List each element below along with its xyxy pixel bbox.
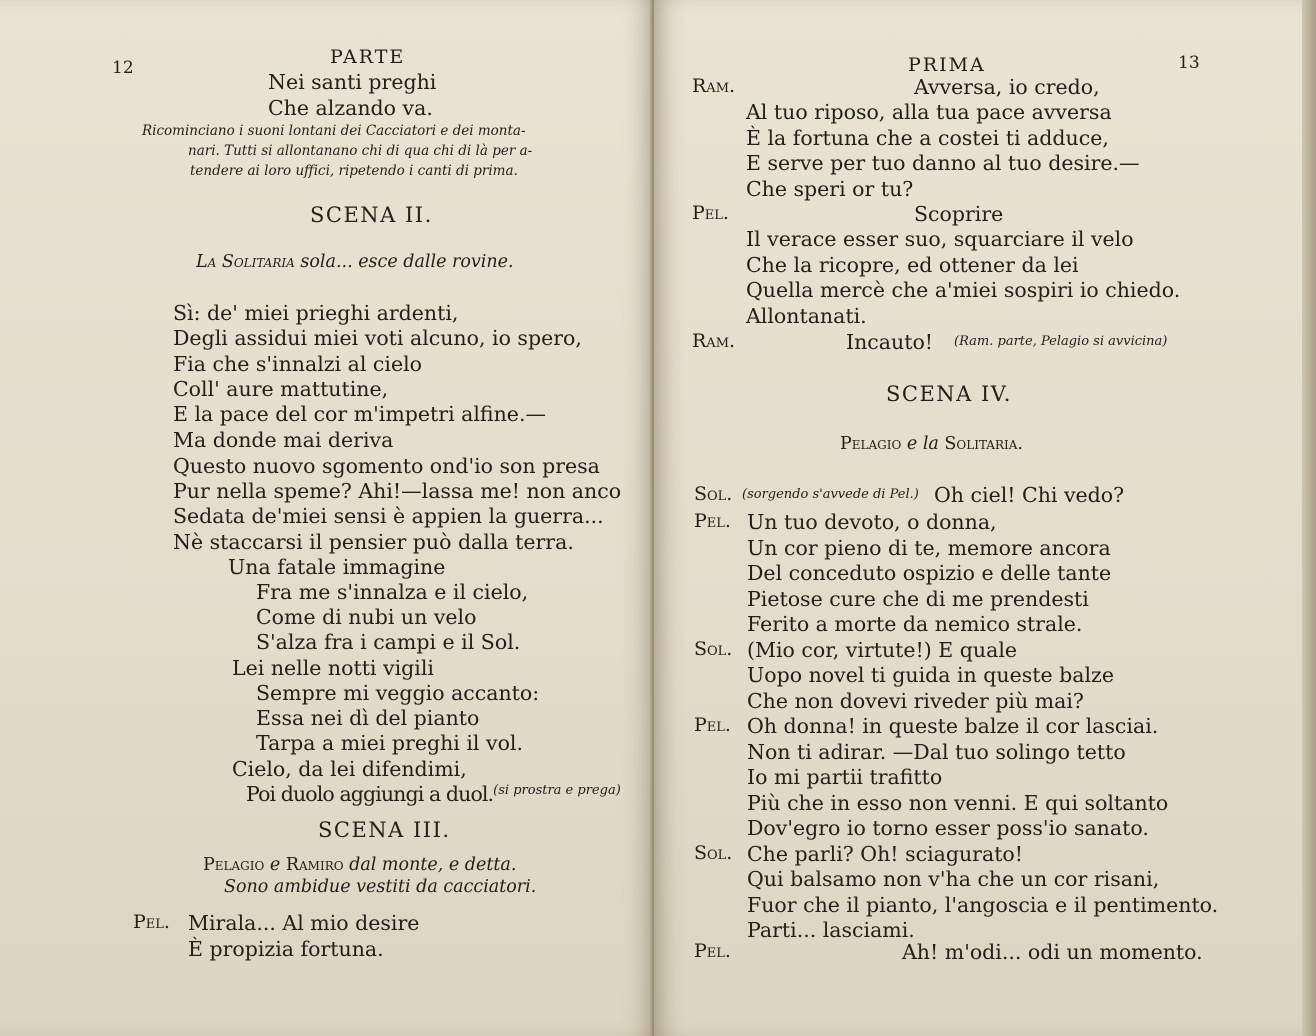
stage-direction: Ricominciano i suoni lontani dei Cacciatori e dei monta-	[142, 123, 526, 139]
verse-line: Avversa, io credo,	[914, 75, 1100, 99]
verse-line: Che non dovevi riveder più mai?	[747, 688, 1084, 713]
running-head: PARTE	[330, 46, 406, 68]
verse-line: Che speri or tu?	[746, 176, 914, 201]
verse-line: Degli assidui miei voti alcuno, io spero,	[173, 326, 582, 350]
verse-line: (Mio cor, virtute!) E quale	[747, 637, 1018, 662]
speaker-label: Pel.	[692, 202, 729, 224]
verse-line: Ferito a morte da nemico strale.	[747, 612, 1083, 636]
verse-line: Del conceduto ospizio e delle tante	[747, 561, 1112, 585]
verse-line: Allontanati.	[746, 303, 867, 328]
verse-line: Che la ricopre, ed ottener da lei	[746, 252, 1079, 277]
speaker-label: Pel.	[694, 940, 731, 962]
verse-line: Questo nuovo sgomento ond'io son presa	[173, 454, 600, 478]
verse-line: È la fortuna che a costei ti adduce,	[746, 125, 1109, 150]
scene-cast: Pelagio e la Solitaria.	[840, 434, 1023, 454]
verse-line: Scoprire	[914, 202, 1004, 226]
verse-line: Quella mercè che a'miei sospiri io chiedo.	[746, 278, 1181, 303]
speaker-label: Ram.	[692, 75, 736, 97]
song-line: Essa nei dì del pianto	[256, 706, 480, 730]
speaker-label: Sol.	[694, 841, 733, 864]
verse-line: Dov'egro io torno esser poss'io sanato.	[747, 816, 1149, 840]
verse-line: Io mi partii trafitto	[747, 765, 943, 789]
verse-line: Sedata de'miei sensi è appien la guerra...	[173, 504, 604, 528]
song-line: Come di nubi un velo	[256, 605, 477, 629]
verse-line: Oh ciel! Chi vedo?	[934, 483, 1125, 507]
verse-line: Non ti adirar. —Dal tuo solingo tetto	[747, 739, 1126, 764]
scene-heading: SCENA III.	[318, 818, 451, 842]
verse-line: Il verace esser suo, squarciare il velo	[746, 227, 1134, 252]
page-edge	[1302, 0, 1316, 1036]
verse-line: Pietose cure che di me prendesti	[747, 586, 1089, 611]
running-head: PRIMA	[908, 54, 986, 76]
song-line: S'alza fra i campi e il Sol.	[256, 630, 521, 654]
page-number: 13	[1178, 53, 1200, 73]
verse-line: Qui balsamo non v'ha che un cor risani,	[747, 867, 1160, 891]
stage-direction: nari. Tutti si allontanano chi di qua chi di là per a-	[188, 143, 533, 159]
verse-line: Coll' aure mattutine,	[173, 377, 389, 401]
verse-line: Uopo novel ti guida in queste balze	[747, 663, 1114, 687]
scene-cast: La Solitaria sola... esce dalle rovine.	[196, 252, 514, 272]
verse-line: Al tuo riposo, alla tua pace avversa	[746, 100, 1112, 125]
verse-line: Ma donde mai deriva	[173, 428, 394, 452]
verse-line: Pur nella speme? Ahi!—lassa me! non anco	[173, 479, 622, 503]
song-line: Poi duolo aggiungi a duol.$^{(si prostra e prega)}$	[246, 782, 621, 806]
verse-line: Nei santi preghi	[268, 70, 437, 94]
stage-direction: tendere ai loro uffici, ripetendo i canti di prima.	[190, 163, 518, 179]
song-line: Lei nelle notti vigili	[232, 656, 434, 680]
speaker-label: Sol.	[694, 483, 733, 505]
song-line: Fra me s'innalza e il cielo,	[256, 580, 529, 604]
stage-direction: (sorgendo s'avvede di Pel.)	[742, 487, 919, 502]
verse-line: Che alzando va.	[268, 96, 433, 120]
verse-line: Mirala... Al mio desire	[188, 911, 420, 935]
speaker-label: Pel.	[694, 510, 731, 532]
speaker-label: Sol.	[694, 637, 733, 660]
right-page	[654, 0, 1316, 1036]
stage-direction: (Ram. parte, Pelagio si avvicina)	[954, 334, 1168, 349]
verse-line: Incauto!	[846, 330, 934, 354]
speaker-label: Ram.	[692, 330, 736, 352]
scene-cast: Sono ambidue vestiti da cacciatori.	[224, 877, 537, 897]
song-line: Cielo, da lei difendimi,	[232, 757, 467, 781]
verse-line: E serve per tuo danno al tuo desire.—	[746, 151, 1140, 176]
speaker-label: Pel.	[133, 911, 170, 933]
speaker-label: Pel.	[694, 714, 731, 736]
verse-line: È propizia fortuna.	[188, 937, 384, 961]
verse-line: Nè staccarsi il pensier può dalla terra.	[173, 530, 574, 554]
verse-line: Più che in esso non venni. E qui soltanto	[747, 790, 1169, 815]
verse-line: Ah! m'odi... odi un momento.	[902, 940, 1203, 964]
song-line: Tarpa a miei preghi il vol.	[256, 731, 523, 755]
verse-line: Fia che s'innalzi al cielo	[173, 352, 422, 376]
scene-heading: SCENA II.	[310, 203, 433, 227]
verse-line: Un cor pieno di te, memore ancora	[747, 535, 1111, 560]
page-number: 12	[112, 58, 134, 78]
scene-heading: SCENA IV.	[886, 382, 1012, 406]
verse-line: Un tuo devoto, o donna,	[747, 510, 997, 534]
song-line: Una fatale immagine	[228, 555, 446, 579]
scene-cast: Pelagio e Ramiro dal monte, e detta.	[203, 855, 517, 875]
left-page	[0, 0, 654, 1036]
verse-line: Sì: de' miei prieghi ardenti,	[173, 301, 459, 325]
verse-line: Che parli? Oh! sciagurato!	[747, 841, 1024, 866]
verse-line: Fuor che il pianto, l'angoscia e il pentimento.	[747, 892, 1219, 917]
song-line: Sempre mi veggio accanto:	[256, 681, 540, 705]
verse-line: Oh donna! in queste balze il cor lasciai.	[747, 714, 1159, 738]
verse-line: Parti... lasciami.	[747, 918, 915, 942]
verse-line: E la pace del cor m'impetri alfine.—	[173, 402, 546, 426]
